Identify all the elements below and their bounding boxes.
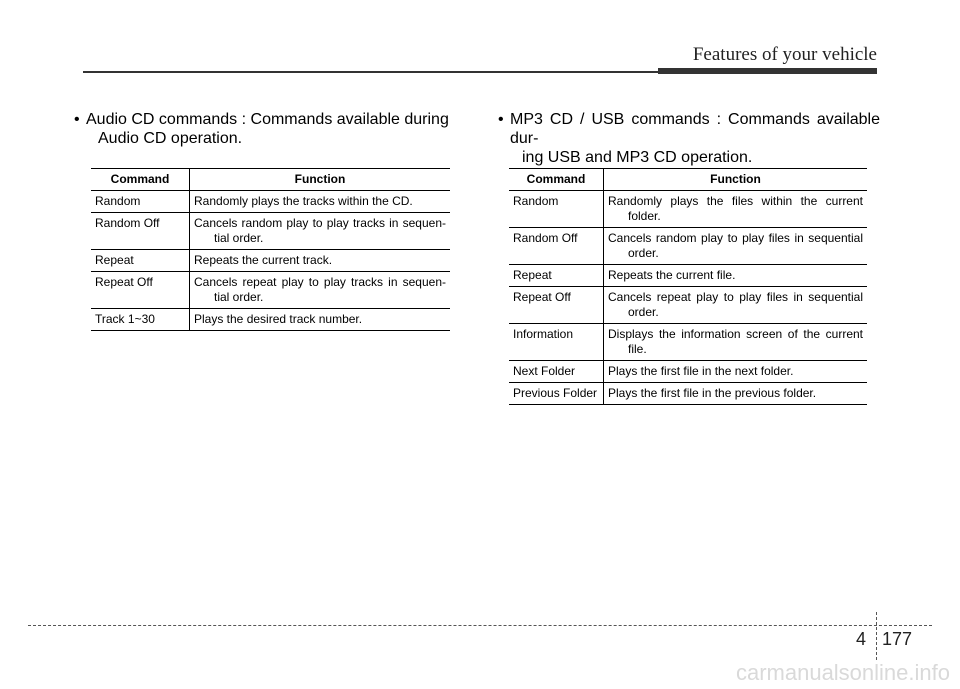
watermark: carmanualsonline.info: [735, 660, 950, 685]
table-row: [91, 191, 450, 213]
audio-cd-intro: [74, 110, 460, 148]
function-cell: [190, 250, 451, 272]
table-row: [91, 309, 450, 331]
table-row: [509, 287, 867, 324]
page-number: 177: [882, 629, 913, 649]
intro-line-1: Audio CD commands : Commands available during: [86, 111, 449, 128]
command-cell: Repeat: [509, 265, 604, 287]
command-cell: Track 1~30: [91, 309, 190, 331]
bullet-icon: •: [498, 111, 504, 128]
command-cell: Repeat: [91, 250, 190, 272]
command-cell: Repeat Off: [509, 287, 604, 324]
function-cell: [604, 287, 868, 324]
function-text: Cancels random play to play tracks in sequen- tial order.: [194, 216, 446, 245]
command-cell: Previous Folder: [509, 383, 604, 405]
command-cell: Random: [91, 191, 190, 213]
table-row: [509, 383, 867, 405]
function-cell: [604, 361, 868, 383]
function-cell: [190, 191, 451, 213]
function-text: Cancels repeat play to play files in sequential order.: [608, 290, 863, 319]
function-text: Plays the first file in the next folder.: [608, 364, 794, 378]
table-row: [509, 228, 867, 265]
table-row: [509, 361, 867, 383]
command-cell: Repeat Off: [91, 272, 190, 309]
header-rule-accent: [658, 68, 877, 74]
command-cell: Random Off: [509, 228, 604, 265]
section-title: Features of your vehicle: [692, 44, 877, 65]
mp3-usb-intro: [498, 110, 880, 167]
mp3-usb-command-table: [509, 168, 867, 405]
command-cell: Information: [509, 324, 604, 361]
command-cell: Next Folder: [509, 361, 604, 383]
audio-cd-command-table: [91, 168, 450, 331]
table-row: [509, 265, 867, 287]
function-cell: [604, 228, 868, 265]
column-header-command: Command: [509, 169, 604, 191]
function-cell: [604, 324, 868, 361]
function-text: Randomly plays the tracks within the CD.: [194, 194, 413, 208]
table-row: [91, 213, 450, 250]
function-text: Repeats the current file.: [608, 268, 736, 282]
intro-line-2: Audio CD operation.: [98, 130, 243, 147]
function-text: Displays the information screen of the current file.: [608, 327, 863, 356]
table-row: [509, 324, 867, 361]
function-text: Cancels random play to play files in sequential order.: [608, 231, 863, 260]
function-text: Plays the desired track number.: [194, 312, 363, 326]
function-text: Plays the first file in the previous folder.: [608, 386, 817, 400]
function-text: Randomly plays the files within the current folder.: [608, 194, 863, 223]
intro-line-1: MP3 CD / USB commands : Commands available dur-: [510, 111, 880, 147]
function-cell: [604, 383, 868, 405]
column-header-function: Function: [604, 169, 868, 191]
chapter-number: 4: [856, 629, 867, 649]
bullet-icon: •: [74, 111, 80, 128]
function-text: Cancels repeat play to play tracks in sequen- tial order.: [194, 275, 446, 304]
footer-divider: [876, 612, 877, 660]
column-header-command: Command: [91, 169, 190, 191]
table-row: [509, 191, 867, 228]
column-header-function: Function: [190, 169, 451, 191]
function-cell: [190, 272, 451, 309]
function-cell: [604, 191, 868, 228]
command-cell: Random: [509, 191, 604, 228]
function-cell: [190, 309, 451, 331]
function-text: Repeats the current track.: [194, 253, 333, 267]
command-cell: Random Off: [91, 213, 190, 250]
table-row: [91, 272, 450, 309]
header-rule: [83, 71, 658, 73]
intro-line-2: ing USB and MP3 CD operation.: [522, 149, 753, 166]
function-cell: [604, 265, 868, 287]
table-row: [91, 250, 450, 272]
footer-rule: [28, 625, 932, 626]
function-cell: [190, 213, 451, 250]
